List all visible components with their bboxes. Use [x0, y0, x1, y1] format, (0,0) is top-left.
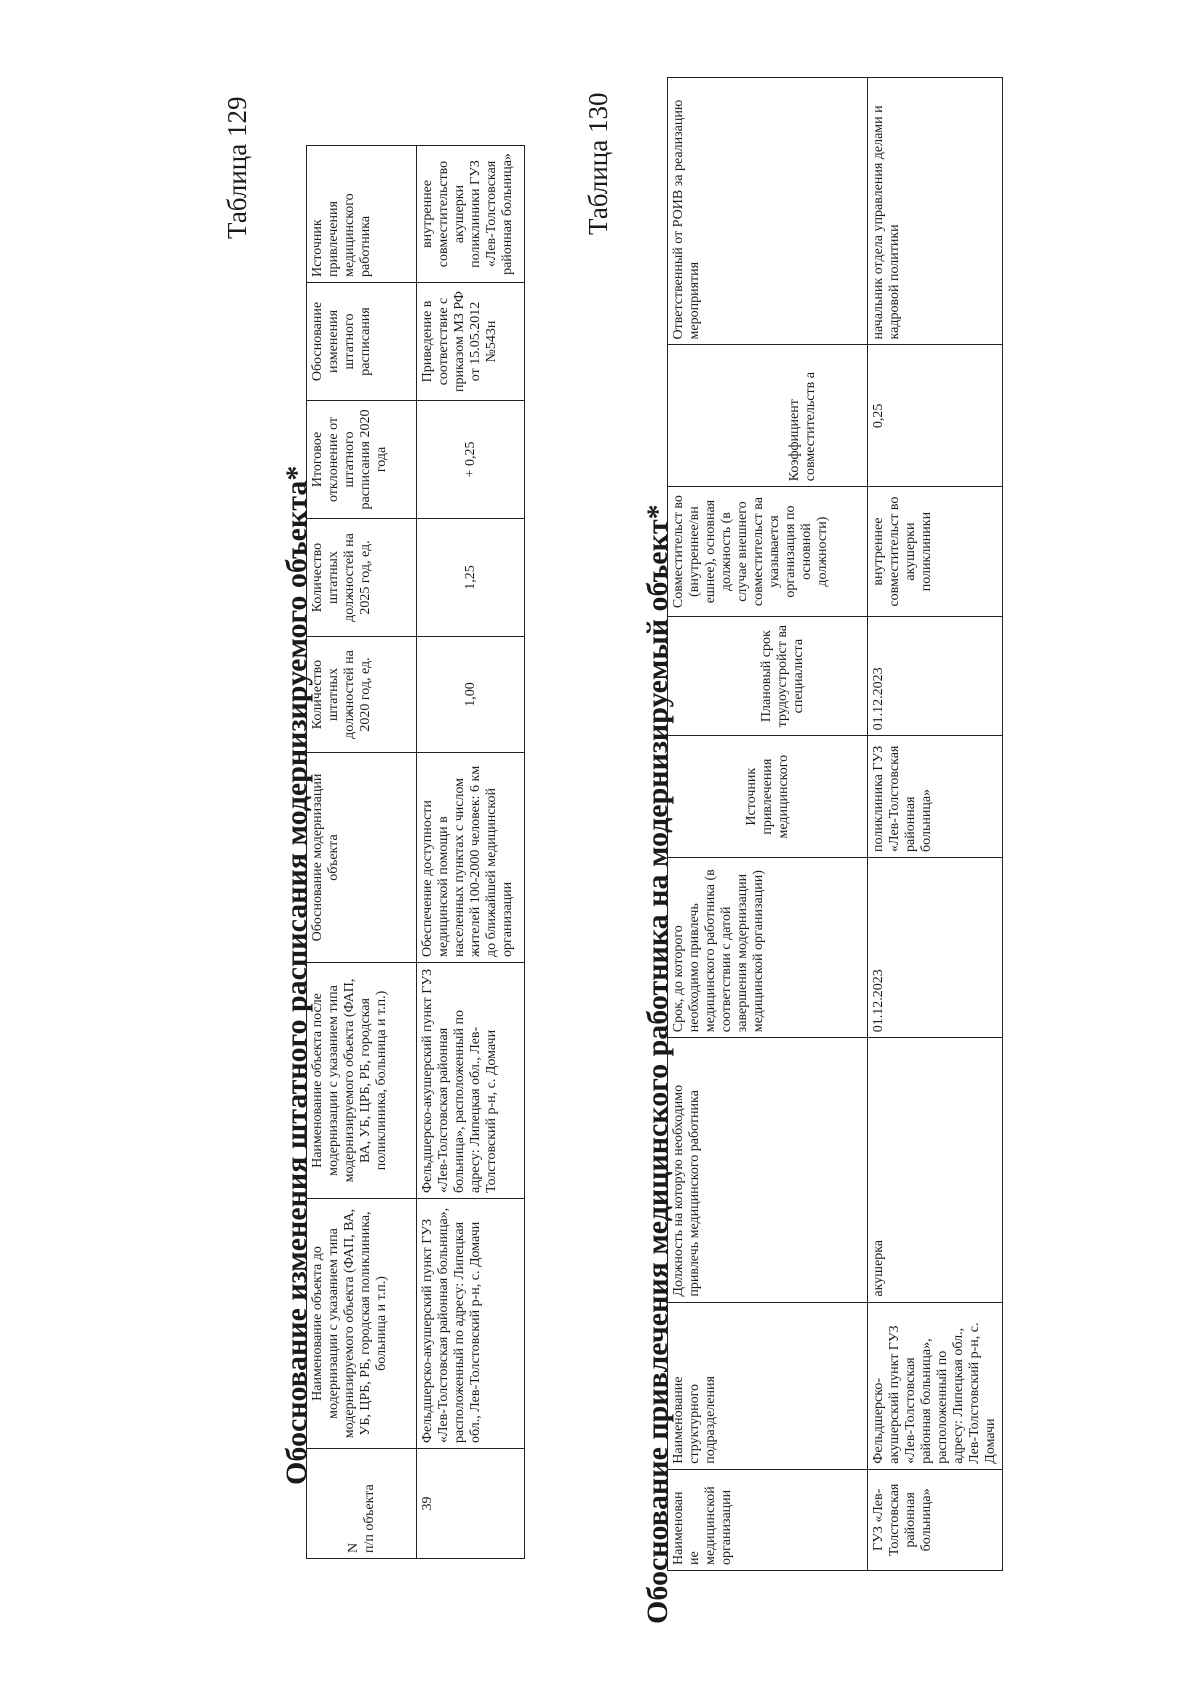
header-org: Наименован ие медицинской организации: [668, 1469, 868, 1570]
header-change-justification: Обоснование изменения штатного расписания: [307, 283, 417, 401]
cell-source: поликлиника ГУЗ «Лев-Толстовская районная больница»: [868, 736, 1003, 858]
cell-deadline: 01.12.2023: [868, 857, 1003, 1037]
cell-change-justification: Приведение в соответствие с приказом МЗ РФ от 15.05.2012 №543н: [417, 283, 525, 401]
header-responsible: Ответственный от РОИВ за реализацию мероприятия: [668, 78, 868, 345]
cell-source: внутреннее совместительство акушерки поликлиники ГУЗ «Лев-Толстовская районная больница»: [417, 146, 525, 283]
table-row: [868, 78, 1003, 1571]
cell-n: 39: [417, 1449, 525, 1559]
table-130-title: Обоснование привлечения медицинского работника на модернизируемый объект*: [641, 504, 674, 1624]
cell-before: Фельдшерско-акушерский пункт ГУЗ «Лев-Толстовская районная больница», расположенный по адресу: Липецкая обл., Лев-Толстовский р-н, с. Домачи: [417, 1199, 525, 1449]
table-130: [667, 77, 1003, 1571]
cell-planned: 01.12.2023: [868, 616, 1003, 736]
cell-unit: Фельдшерско-акушерский пункт ГУЗ «Лев-Толстовская районная больница», расположенный по адресу: Липецкая обл., Лев-Толстовский р-н, с. Домачи: [868, 1302, 1003, 1469]
header-source: Источник привлечения медицинского работника: [307, 146, 417, 283]
cell-coefficient: 0,25: [868, 345, 1003, 487]
header-position: Должность на которую необходимо привлечь медицинского работника: [668, 1038, 868, 1302]
table-129-title: Обоснование изменения штатного расписания модернизируемого объекта*: [280, 465, 313, 1485]
table-130-caption: Таблица 130: [583, 92, 613, 235]
table-129-caption: Таблица 129: [222, 96, 252, 239]
header-after: Наименование объекта после модернизации с указанием типа модернизируемого объекта (ФАП, ВА, УБ, ЦРБ, РБ, городская поликлиника, больница и т.п.): [307, 963, 417, 1199]
header-deadline: Срок, до которого необходимо привлечь медицинского работника (в соответствии с датой завершения модернизации медицинской организации): [668, 857, 868, 1037]
header-deviation: Итоговое отклонение от штатного расписания 2020 года: [307, 401, 417, 519]
header-count-2020: Количество штатных должностей на 2020 год, ед.: [307, 637, 417, 753]
header-combination: Совместительст во (внутреннее/вн ешнее), основная должность (в случае внешнего совместительст ва указывается организация по основной должности): [668, 487, 868, 617]
header-source: Источник привлечения медицинского: [668, 736, 868, 858]
cell-count-2020: 1,00: [417, 637, 525, 753]
cell-deviation: + 0,25: [417, 401, 525, 519]
cell-org: ГУЗ «Лев-Толстовская районная больница»: [868, 1469, 1003, 1570]
header-coefficient: Коэффициент совместительств а: [668, 345, 868, 487]
cell-after: Фельдшерско-акушерский пункт ГУЗ «Лев-Толстовская районная больница», расположенный по адресу: Липецкая обл., Лев-Толстовский р-н, с. Домачи: [417, 963, 525, 1199]
table-129-header-row: [307, 146, 417, 1559]
header-count-2025: Количество штатных должностей на 2025 год, ед.: [307, 519, 417, 637]
table-129: [306, 145, 525, 1559]
header-planned: Плановый срок трудоустройст ва специалиста: [668, 616, 868, 736]
cell-responsible: начальник отдела управления делами и кадровой политики: [868, 78, 1003, 345]
table-row: [417, 146, 525, 1559]
header-unit: Наименование структурного подразделения: [668, 1302, 868, 1469]
cell-justification: Обеспечение доступности медицинской помощи в населенных пунктах с числом жителей 100-2000 человек: 6 км до ближайшей медицинской организации: [417, 753, 525, 963]
header-n: N п/п объекта: [307, 1449, 417, 1559]
cell-position: акушерка: [868, 1038, 1003, 1302]
header-justification: Обоснование модернизации объекта: [307, 753, 417, 963]
cell-combination: внутреннее совместительст во акушерки поликлиники: [868, 487, 1003, 617]
header-before: Наименование объекта до модернизации с указанием типа модернизируемого объекта (ФАП, ВА, УБ, ЦРБ, РБ, городская поликлиника, больница и т.п.): [307, 1199, 417, 1449]
table-130-header-row: [668, 78, 868, 1571]
cell-count-2025: 1,25: [417, 519, 525, 637]
